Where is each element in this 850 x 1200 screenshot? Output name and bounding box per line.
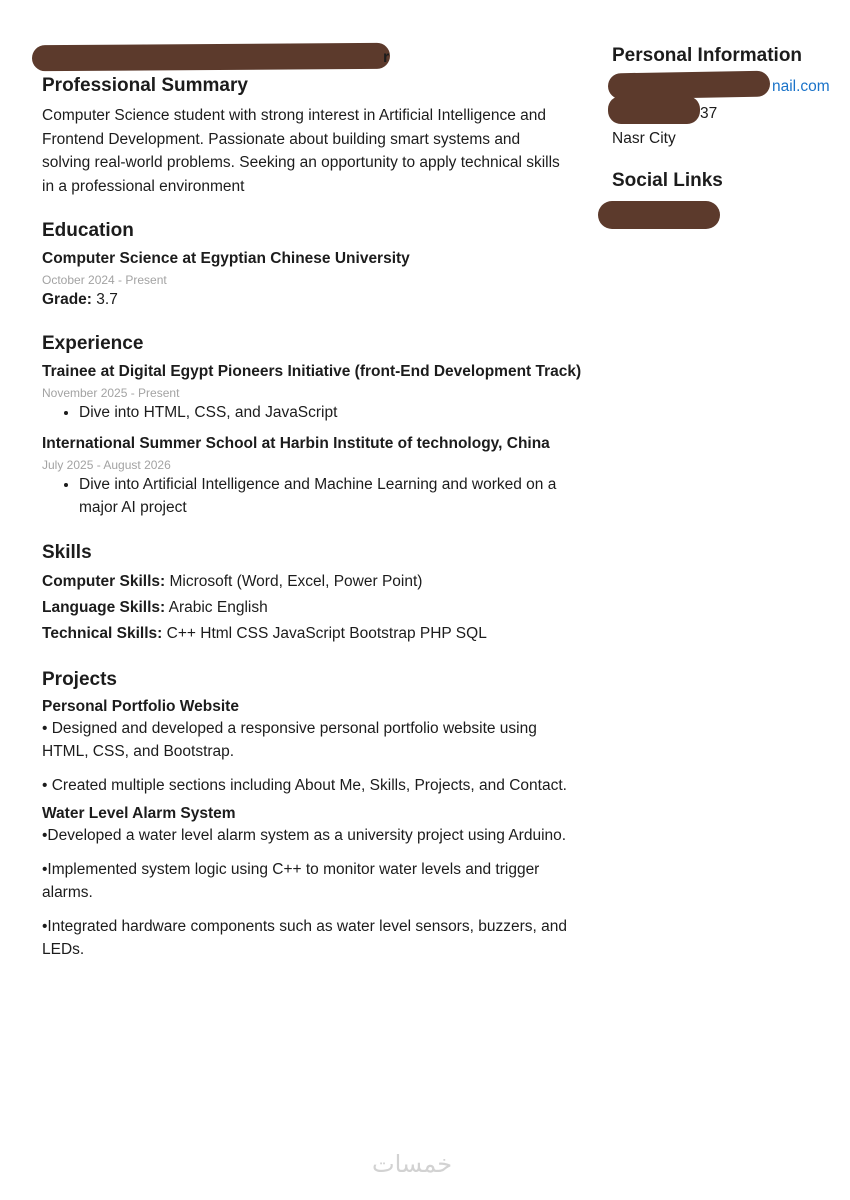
grade-label: Grade:	[42, 290, 92, 308]
experience-bullet: • Dive into Artificial Intelligence and Machine Learning and worked on a major AI project	[79, 473, 587, 520]
project-line: •Integrated hardware components such as water level sensors, buzzers, and LEDs.	[42, 917, 567, 958]
skill-value: Arabic English	[168, 598, 268, 616]
project-line: •Implemented system logic using C++ to monitor water levels and trigger alarms.	[42, 860, 540, 901]
education-title: Education	[42, 220, 134, 241]
skill-row-technical	[42, 621, 587, 647]
main-column	[42, 73, 587, 972]
experience-heading: International Summer School at Harbin Institute of technology, China	[42, 435, 550, 452]
project-item	[42, 803, 587, 961]
projects-section	[42, 667, 587, 961]
education-date: October 2024 - Present	[42, 272, 167, 287]
experience-section	[42, 331, 587, 520]
skill-row-language	[42, 595, 587, 621]
project-heading: Water Level Alarm System	[42, 804, 236, 822]
experience-date: November 2025 - Present	[42, 385, 180, 400]
skill-value: Microsoft (Word, Excel, Power Point)	[169, 572, 423, 590]
grade-value: 3.7	[96, 290, 118, 308]
phone-number: 37	[700, 105, 718, 122]
summary-section	[42, 73, 587, 198]
project-heading: Personal Portfolio Website	[42, 697, 239, 715]
personal-info-title: Personal Information	[612, 45, 803, 66]
experience-date: July 2025 - August 2026	[42, 457, 171, 472]
project-item	[42, 696, 587, 797]
project-line: •Developed a water level alarm system as a university project using Arduino.	[42, 826, 567, 844]
redacted-social-link[interactable]	[598, 201, 720, 229]
experience-item	[42, 432, 587, 520]
summary-text: Computer Science student with strong interest in Artificial Intelligence and Frontend Development. Passionate about building smart systems and solving real-world problems. Seeking an opportunity to apply technical skills in a professional environment	[42, 107, 560, 195]
experience-item	[42, 360, 587, 424]
experience-heading: Trainee at Digital Egypt Pioneers Initiative (front-End Development Track)	[42, 363, 582, 380]
experience-bullets	[42, 473, 587, 520]
redacted-name	[32, 43, 390, 71]
city: Nasr City	[612, 130, 676, 147]
experience-title: Experience	[42, 333, 144, 354]
redacted-phone	[608, 96, 700, 124]
social-links-title: Social Links	[612, 170, 723, 191]
experience-bullets	[42, 401, 587, 425]
education-section	[42, 218, 587, 311]
project-line: • Created multiple sections including About Me, Skills, Projects, and Contact.	[42, 776, 567, 794]
education-heading: Computer Science at Egyptian Chinese University	[42, 250, 410, 267]
experience-bullet: • Dive into HTML, CSS, and JavaScript	[79, 401, 587, 425]
education-grade	[42, 288, 587, 312]
skills-title: Skills	[42, 541, 92, 563]
project-line: • Designed and developed a responsive personal portfolio website using HTML, CSS, and Bootstrap.	[42, 719, 537, 760]
summary-title: Professional Summary	[42, 75, 248, 96]
skill-label: Technical Skills:	[42, 624, 163, 642]
skill-label: Computer Skills:	[42, 572, 166, 590]
skill-label: Language Skills:	[42, 598, 166, 616]
skills-section	[42, 540, 587, 647]
email-link[interactable]: nail.com	[772, 78, 830, 95]
skill-row-computer	[42, 569, 587, 595]
watermark-logo: خمسات	[372, 1150, 453, 1178]
skill-value: C++ Html CSS JavaScript Bootstrap PHP SQL	[166, 624, 487, 642]
projects-title: Projects	[42, 668, 117, 690]
name-visible-tail: r	[383, 49, 390, 66]
